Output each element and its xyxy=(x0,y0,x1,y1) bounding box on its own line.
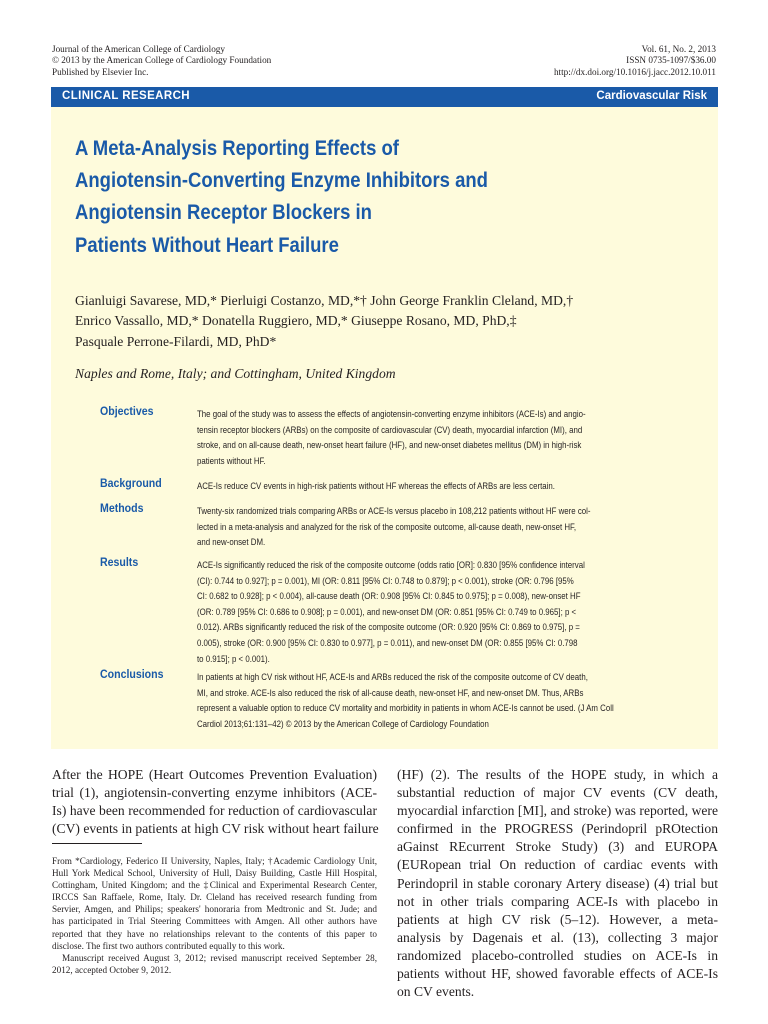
section-band xyxy=(51,87,718,107)
abstract-line: (CI): 0.744 to 0.927]; p = 0.001), MI (OR: 0.811 [95% CI: 0.748 to 0.879]; p < 0.001), stroke (OR: 0.796 [95% xyxy=(197,575,574,587)
title-line: Angiotensin Receptor Blockers in xyxy=(75,200,372,225)
body-line: not in other trials comparing ACE-Is with placebo in xyxy=(397,893,718,909)
abstract-line: CI: 0.682 to 0.928]; p < 0.004), all-cause death (OR: 0.908 [95% CI: 0.845 to 0.975]; p = 0.008), new-onset HF xyxy=(197,591,581,603)
footnote-line: Manuscript received August 3, 2012; revised manuscript received September 28, xyxy=(62,952,377,963)
author-list xyxy=(75,291,715,352)
abstract-line: stroke, and on all-cause death, new-onset heart failure (HF), and new-onset diabetes mellitus (DM) in high-risk xyxy=(197,440,582,452)
title-line: Angiotensin-Converting Enzyme Inhibitors and xyxy=(75,168,488,193)
journal-doi[interactable]: http://dx.doi.org/10.1016/j.jacc.2012.10.011 xyxy=(553,66,716,77)
footnote-line: Cottingham, United Kingdom; and the ‡Clinical and Experimental Research Center, xyxy=(52,880,377,891)
objectives-label: Objectives xyxy=(100,406,154,418)
footnote-line: Hull York Medical School, University of Hull, Daisy Building, Castle Hill Hospital, xyxy=(52,868,377,879)
journal-header-right xyxy=(554,44,716,78)
body-line: Perindopril in stable coronary Artery disease) (4) trial but xyxy=(397,875,718,891)
affiliation: Naples and Rome, Italy; and Cottingham, United Kingdom xyxy=(75,366,396,381)
body-line: analysis by Dagenais et al. (13), collecting 3 major xyxy=(397,929,718,945)
abstract-line: to 0.915]; p < 0.001). xyxy=(197,653,270,665)
methods-text xyxy=(197,504,722,551)
footnote-line: IRCCS San Raffaele, Rome, Italy. Dr. Cleland has received research funding from xyxy=(52,892,377,903)
abstract-line: tensin receptor blockers (ARBs) on the composite of cardiovascular (CV) death, myocardial infarction (MI), and xyxy=(197,424,583,436)
title-line: Patients Without Heart Failure xyxy=(75,232,339,257)
footnote-line: disclose. The first two authors contributed equally to this work. xyxy=(52,940,285,951)
conclusions-text xyxy=(197,670,722,732)
author-line: Pasquale Perrone-Filardi, MD, PhD* xyxy=(75,333,277,349)
body-line: confirmed in the PROGRESS (Perindopril pROtection xyxy=(397,821,718,837)
journal-issn: ISSN 0735-1097/$36.00 xyxy=(626,55,716,66)
body-line: myocardial infarction [MI], and stroke) was reported, were xyxy=(397,803,718,819)
body-line: aGainst REcurrent Stroke Study) (3) and EUROPA xyxy=(397,839,718,855)
footnote-line: has participated in Trial Steering Committees with Amgen. All other authors have xyxy=(52,916,377,927)
abstract-line: Cardiol 2013;61:131–42) © 2013 by the American College of Cardiology Foundation xyxy=(197,718,489,730)
body-line: substantial reduction of major CV events (CV death, xyxy=(397,785,718,801)
body-line: on CV events. xyxy=(397,984,475,1000)
body-line: (EURopean trial On reduction of cardiac events with xyxy=(397,857,718,873)
author-line: Gianluigi Savarese, MD,* Pierluigi Costanzo, MD,*† John George Franklin Cleland, MD,† xyxy=(75,293,574,308)
title-line: A Meta-Analysis Reporting Effects of xyxy=(75,136,399,160)
article-title xyxy=(75,132,608,261)
body-line: trial (1), angiotensin-converting enzyme inhibitors (ACE- xyxy=(52,785,377,801)
author-line: Enrico Vassallo, MD,* Donatella Ruggiero, MD,* Giuseppe Rosano, MD, PhD,‡ xyxy=(75,313,517,329)
body-column-right xyxy=(397,766,718,1001)
abstract-line: and new-onset DM. xyxy=(197,537,266,549)
body-line: patients at high CV risk (5–12). However, a meta- xyxy=(397,911,718,927)
abstract-line: patients without HF. xyxy=(197,455,266,467)
abstract-line: lected in a meta-analysis and analyzed for the risk of the composite outcome, all-cause death, new-onset HF, xyxy=(197,521,577,533)
journal-name: Journal of the American College of Cardiology xyxy=(52,44,225,54)
abstract-line: ACE-Is reduce CV events in high-risk patients without HF whereas the effects of ARBs are less certain. xyxy=(197,481,555,492)
methods-label: Methods xyxy=(100,503,144,515)
abstract-line: ACE-Is significantly reduced the risk of the composite outcome (odds ratio [OR]: 0.830 [95% confidence interval xyxy=(197,560,585,571)
abstract-line: (OR: 0.789 [95% CI: 0.686 to 0.908]; p = 0.001), and new-onset DM (OR: 0.851 [95% CI: 0.749 to 0.965]; p < xyxy=(197,606,577,618)
footnote-line: 2012, accepted October 9, 2012. xyxy=(52,964,172,975)
abstract-line: MI, and stroke. ACE-Is also reduced the risk of all-cause death, new-onset HF, and new-onset DM. Thus, ARBs xyxy=(197,687,584,699)
body-line: randomized placebo-controlled studies on ACE-Is in xyxy=(397,947,718,963)
topic-label: Cardiovascular Risk xyxy=(596,90,707,102)
background-text xyxy=(197,479,722,495)
objectives-text xyxy=(197,407,722,469)
journal-copyright: © 2013 by the American College of Cardiology Foundation xyxy=(52,55,272,66)
abstract-line: Twenty-six randomized trials comparing ARBs or ACE-Is versus placebo in 108,212 patients without HF were col- xyxy=(197,506,591,517)
background-label: Background xyxy=(100,478,162,490)
footnote-divider xyxy=(52,843,142,844)
abstract-line: The goal of the study was to assess the effects of angiotensin-converting enzyme inhibitors (ACE-Is) and angio- xyxy=(197,409,586,420)
body-line: After the HOPE (Heart Outcomes Prevention Evaluation) xyxy=(52,767,377,782)
body-line: patients without HF, showed favorable effects of ACE-Is xyxy=(397,966,718,982)
footnote-line: reported that they have no relationships relevant to the contents of this paper to xyxy=(52,928,377,939)
abstract-line: In patients at high CV risk without HF, ACE-Is and ARBs reduced the risk of the composite outcome of CV death, xyxy=(197,672,588,683)
journal-header-left xyxy=(52,44,271,78)
body-column-left xyxy=(52,766,377,838)
abstract-line: represent a valuable option to reduce CV mortality and morbidity in patients in whom ACE-Is cannot be used. (J Am Coll xyxy=(197,703,614,715)
conclusions-label: Conclusions xyxy=(100,669,164,681)
body-line: Is) have been recommended for reduction of cardiovascular xyxy=(52,803,377,819)
body-line: (HF) (2). The results of the HOPE study, in which a xyxy=(397,767,718,782)
journal-publisher: Published by Elsevier Inc. xyxy=(52,66,149,77)
footnote-line: Servier, Amgen, and Philips; speakers' honoraria from Medtronic and St. Jude; and xyxy=(52,904,377,915)
footnote-line: From *Cardiology, Federico II University, Naples, Italy; †Academic Cardiology Unit, xyxy=(52,856,377,866)
journal-volume: Vol. 61, No. 2, 2013 xyxy=(641,44,716,54)
results-text xyxy=(197,558,722,667)
results-label: Results xyxy=(100,557,139,569)
body-line: (CV) events in patients at high CV risk without heart failure xyxy=(52,821,379,837)
footnote-block xyxy=(52,855,377,976)
abstract-line: 0.012). ARBs significantly reduced the risk of the composite outcome (OR: 0.920 [95% CI: 0.869 to 0.975], p = xyxy=(197,622,580,634)
section-label: CLINICAL RESEARCH xyxy=(62,90,190,102)
abstract-line: 0.005), stroke (OR: 0.900 [95% CI: 0.830 to 0.977], p = 0.011), and new-onset DM (OR: 0.855 [95% CI: 0.798 xyxy=(197,637,578,649)
